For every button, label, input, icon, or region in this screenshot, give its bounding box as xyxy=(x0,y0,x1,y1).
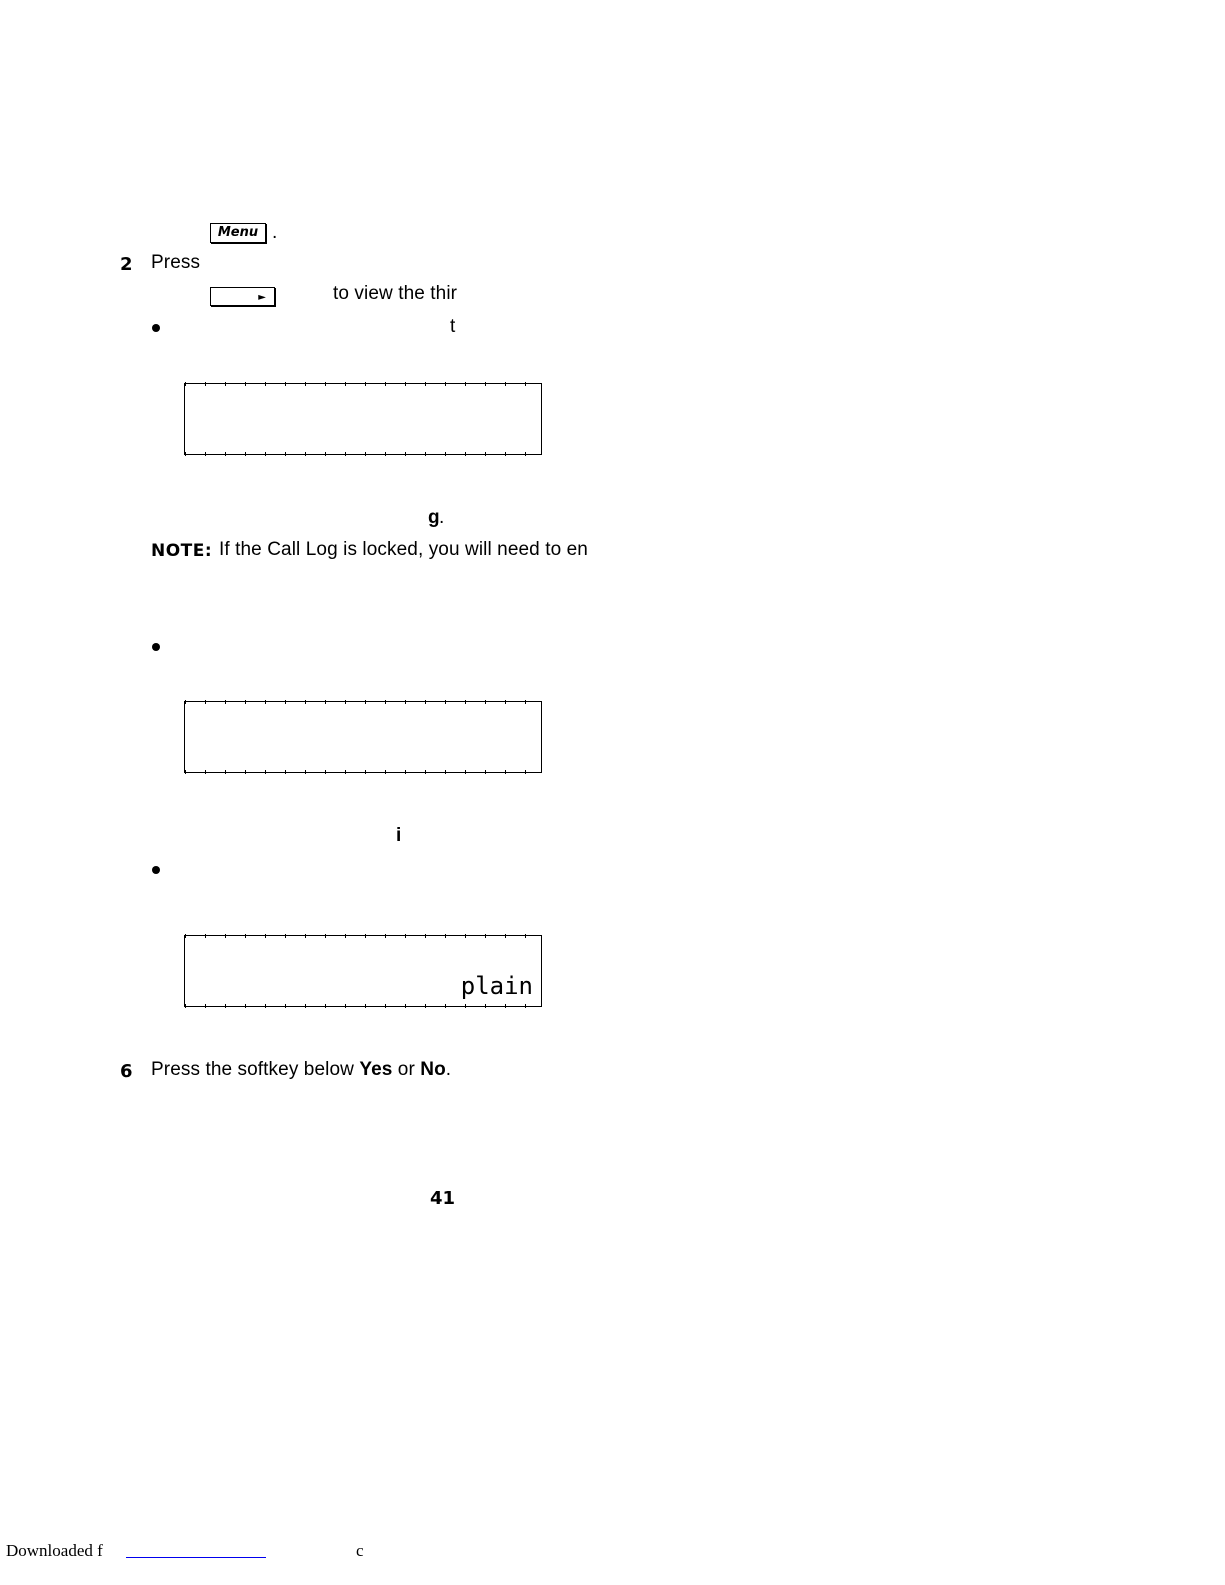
bullet-1 xyxy=(152,324,160,332)
after-display1-bold: g xyxy=(428,507,440,528)
note-label: NOTE: xyxy=(151,541,213,561)
menu-key[interactable]: Menu xyxy=(210,223,266,243)
yes-softkey-label: Yes xyxy=(359,1059,393,1080)
footer-trailing-char: c xyxy=(356,1541,364,1560)
phone-display-3 xyxy=(184,935,542,1007)
step6-number: 6 xyxy=(120,1061,133,1082)
step6-period: . xyxy=(445,1059,452,1080)
phone-display-1 xyxy=(184,383,542,455)
after-display1-period: . xyxy=(439,507,445,528)
note-text: If the Call Log is locked, you will need to en xyxy=(219,539,588,560)
step6-or: or xyxy=(392,1059,421,1080)
step2-press-text: Press xyxy=(151,252,201,273)
display3-text: plain xyxy=(460,972,533,1000)
page-number: 41 xyxy=(430,1188,456,1209)
step1-period: . xyxy=(272,222,278,243)
right-arrow-icon: ► xyxy=(258,292,266,303)
phone-display-2 xyxy=(184,701,542,773)
footer-link[interactable] xyxy=(126,1557,266,1558)
right-arrow-key[interactable] xyxy=(210,287,275,306)
no-softkey-label: No xyxy=(420,1059,446,1080)
step2-view-text: to view the thir xyxy=(333,283,458,304)
after-display2-bold: i xyxy=(396,825,402,846)
step6-text: Press the softkey below xyxy=(151,1059,360,1080)
bullet-2 xyxy=(152,643,160,651)
bullet-3 xyxy=(152,866,160,874)
step2-number: 2 xyxy=(120,254,133,275)
footer-downloaded-text: Downloaded f xyxy=(6,1541,103,1560)
bullet1-fragment: t xyxy=(450,316,456,337)
step6-line xyxy=(151,1059,451,1081)
